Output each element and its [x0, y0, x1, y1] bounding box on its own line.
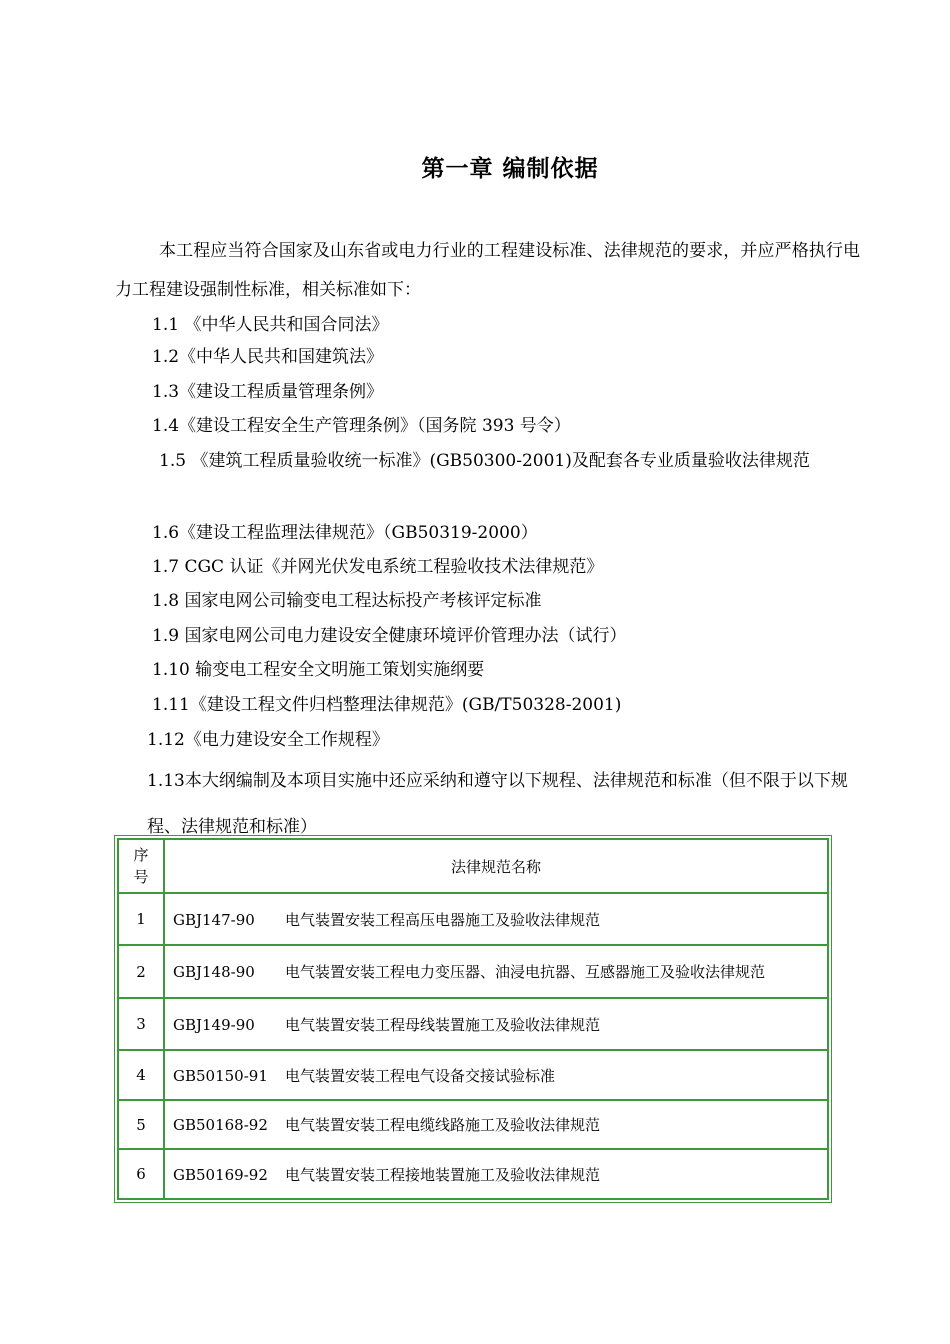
standard-code: GB50169-92: [173, 1165, 268, 1184]
intro-paragraph: 本工程应当符合国家及山东省或电力行业的工程建设标准、法律规范的要求，并应严格执行电力工程建设强制性标准，相关标准如下：: [115, 241, 860, 300]
list-item: 1.4《建设工程安全生产管理条例》（国务院 393 号令）: [152, 416, 571, 436]
list-item: 1.2《中华人民共和国建筑法》: [152, 347, 384, 367]
header-law-name: 法律规范名称: [164, 839, 828, 893]
row-content: [164, 998, 828, 1050]
list-item: 1.9 国家电网公司电力建设安全健康环境评价管理办法（试行）: [152, 626, 627, 646]
header-serial-number: 序号: [118, 839, 164, 893]
standard-name: 电气装置安装工程电力变压器、油浸电抗器、互感器施工及验收法律规范: [285, 963, 766, 981]
row-content: [164, 1100, 828, 1149]
row-number: 1: [118, 893, 164, 945]
list-item: 1.5 《建筑工程质量验收统一标准》(GB50300-2001)及配套各专业质量验收法律规范: [159, 451, 810, 471]
row-number: 5: [118, 1100, 164, 1149]
row-content: [164, 1050, 828, 1100]
row-number: 6: [118, 1149, 164, 1199]
standard-name: 电气装置安装工程母线装置施工及验收法律规范: [285, 1015, 601, 1034]
standard-name: 电气装置安装工程接地装置施工及验收法律规范: [285, 1165, 601, 1184]
standard-name: 电气装置安装工程电缆线路施工及验收法律规范: [285, 1116, 601, 1134]
list-item: 1.8 国家电网公司输变电工程达标投产考核评定标准: [152, 591, 542, 611]
standard-code: GBJ147-90: [173, 910, 255, 929]
table-row: [118, 893, 828, 945]
row-number: 4: [118, 1050, 164, 1100]
table-row: [118, 998, 828, 1050]
list-item: 1.3《建设工程质量管理条例》: [152, 382, 384, 402]
standard-code: GB50150-91: [173, 1066, 268, 1085]
table-row: [118, 945, 828, 998]
chapter-title: 第一章 编制依据: [421, 156, 599, 182]
list-item: 1.6《建设工程监理法律规范》（GB50319-2000）: [152, 523, 538, 543]
standard-code: GBJ149-90: [173, 1015, 255, 1034]
list-item: 1.11《建设工程文件归档整理法律规范》(GB/T50328-2001): [152, 695, 622, 715]
standard-code: GBJ148-90: [173, 963, 255, 981]
row-number: 2: [118, 945, 164, 998]
table-row: [118, 1149, 828, 1199]
list-item: 1.10 输变电工程安全文明施工策划实施纲要: [152, 660, 485, 680]
list-item: 1.1 《中华人民共和国合同法》: [152, 315, 389, 335]
list-item: 1.7 CGC 认证《并网光伏发电系统工程验收技术法律规范》: [152, 557, 604, 577]
row-content: [164, 945, 828, 998]
standard-name: 电气装置安装工程高压电器施工及验收法律规范: [285, 910, 601, 929]
table-header-row: [118, 839, 828, 893]
row-number: 3: [118, 998, 164, 1050]
row-content: [164, 893, 828, 945]
standard-name: 电气装置安装工程电气设备交接试验标准: [285, 1066, 556, 1085]
list-item: 1.12《电力建设安全工作规程》: [147, 730, 389, 750]
standards-table: [117, 838, 829, 1200]
list-item: 1.13本大纲编制及本项目实施中还应采纳和遵守以下规程、法律规范和标准（但不限于以下规程、法律规范和标准）: [147, 771, 848, 837]
standard-code: GB50168-92: [173, 1116, 268, 1134]
row-content: [164, 1149, 828, 1199]
table-row: [118, 1100, 828, 1149]
table-row: [118, 1050, 828, 1100]
